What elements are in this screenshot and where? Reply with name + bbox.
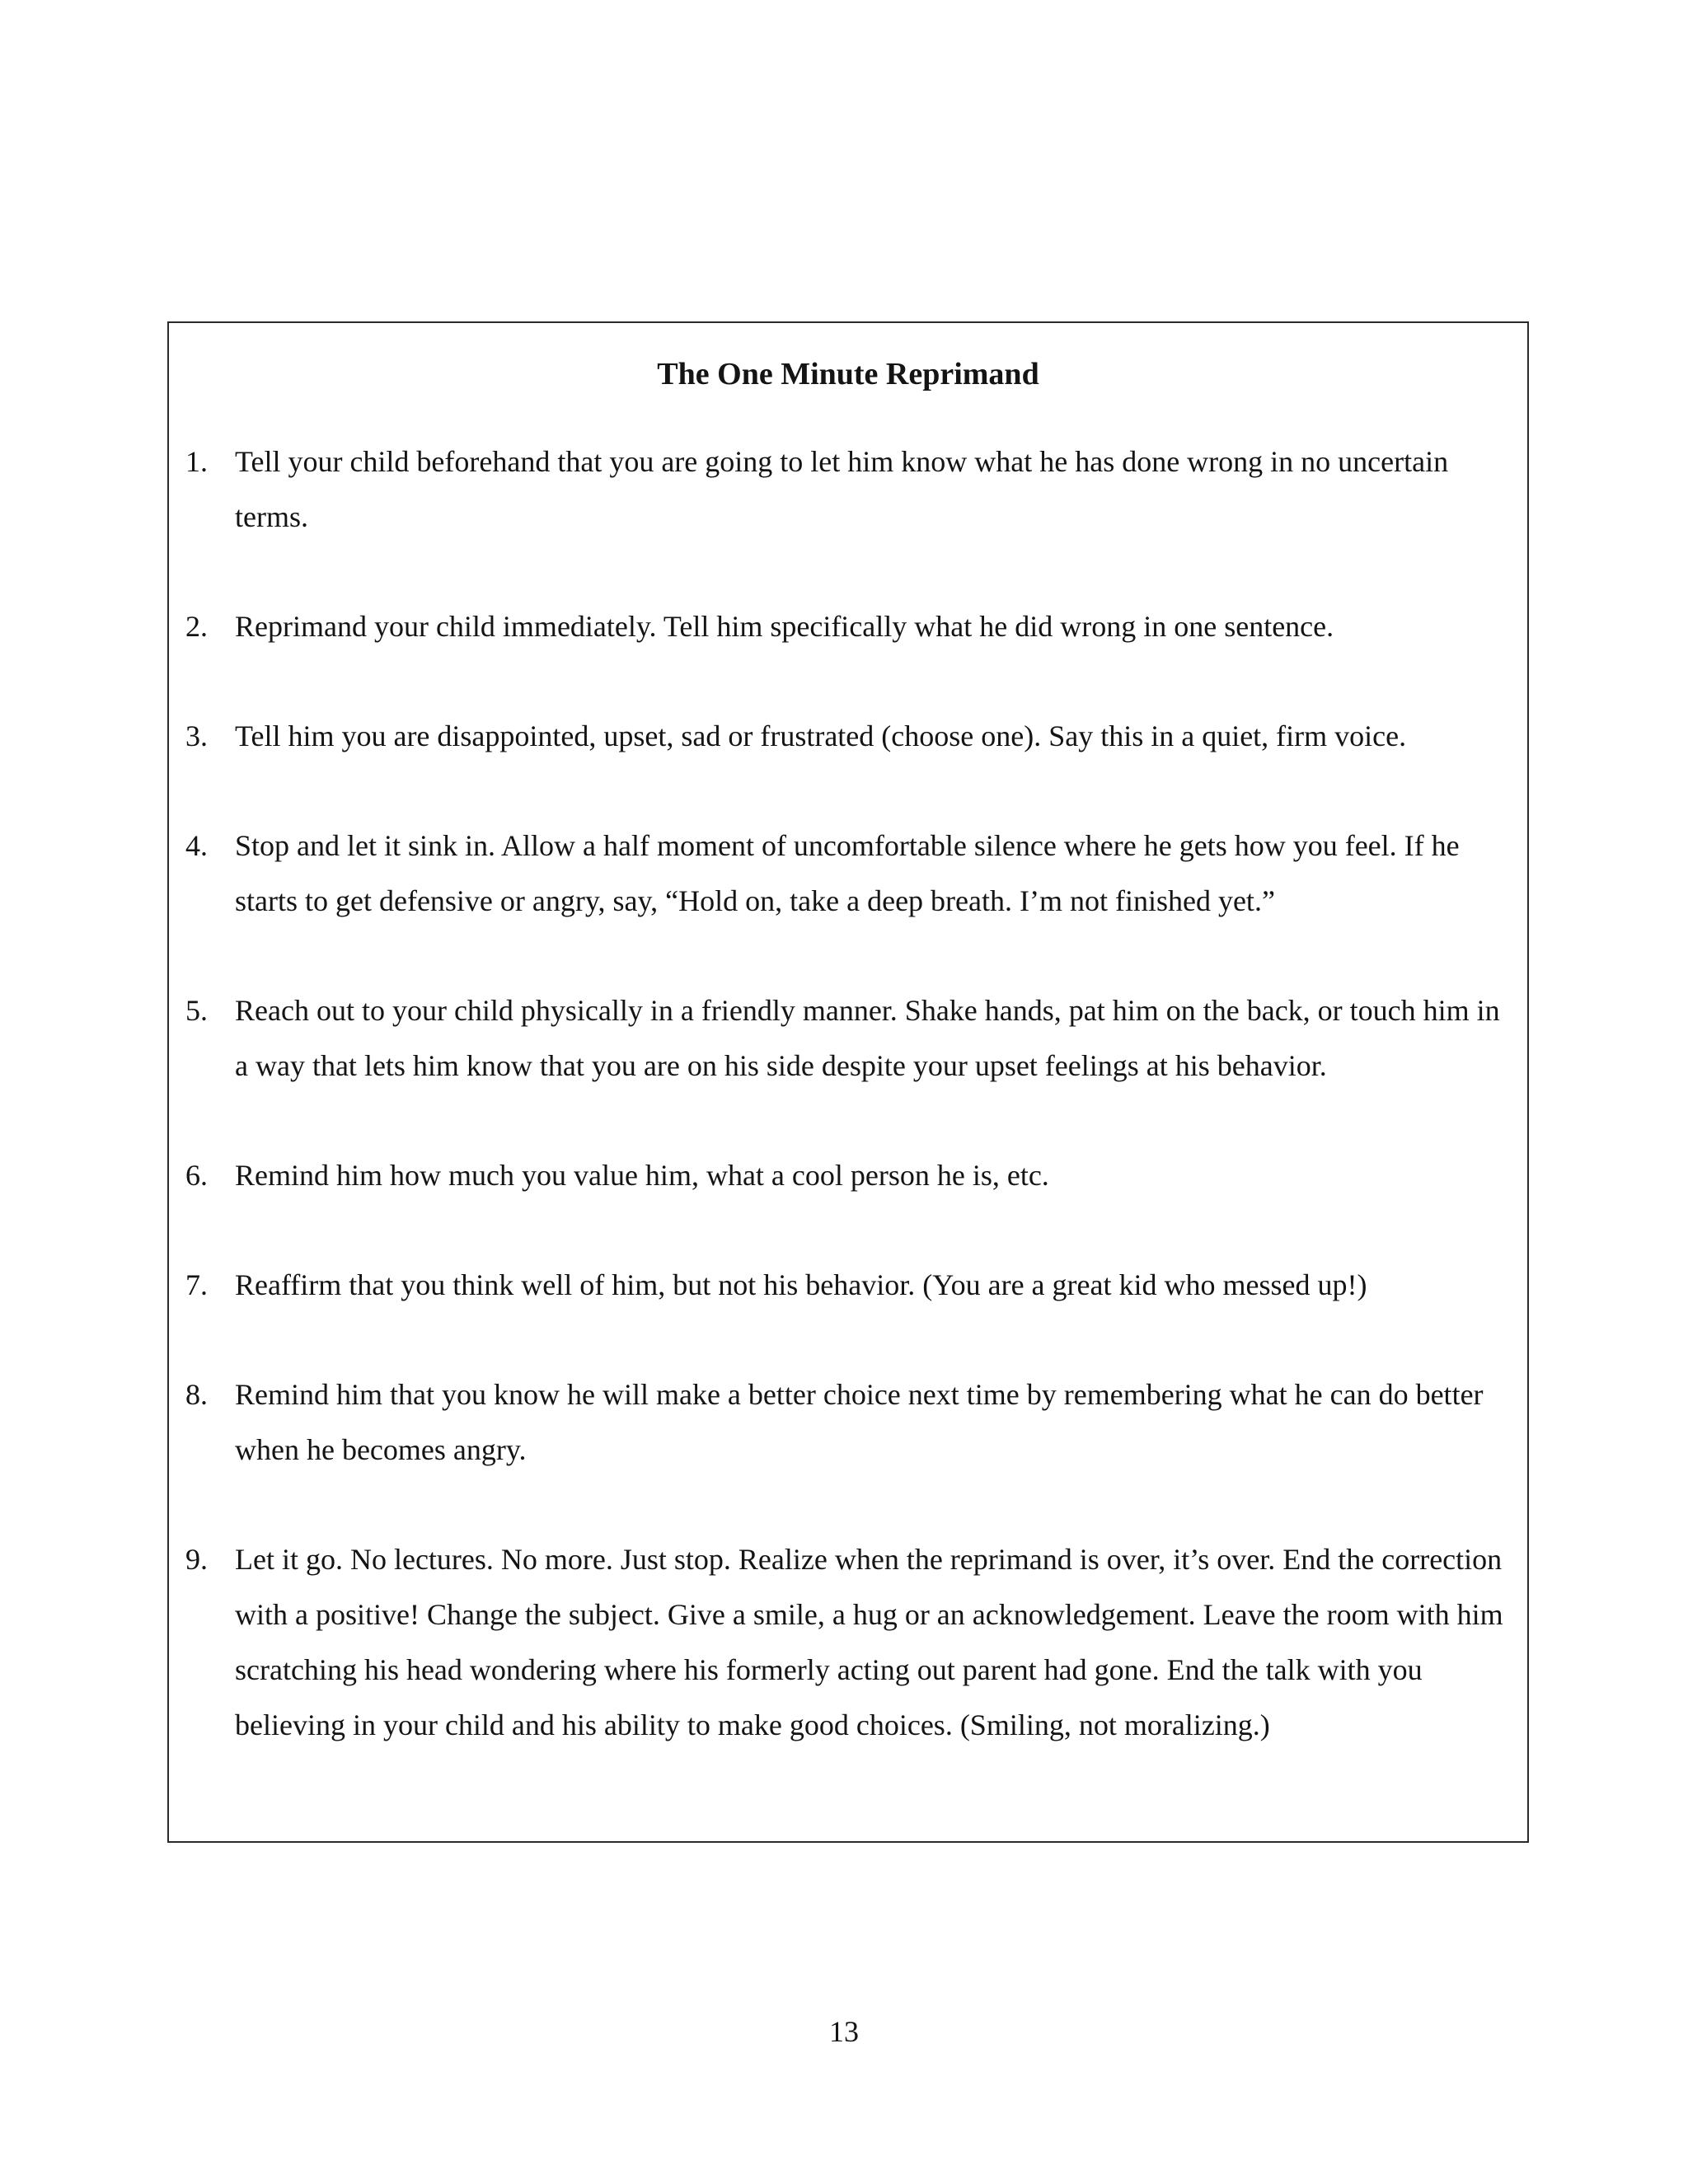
- page-number: 13: [829, 2015, 859, 2048]
- list-item-text: Remind him how much you value him, what a cool person he is, etc.: [235, 1159, 1049, 1192]
- list-item-number: 5.: [185, 994, 208, 1027]
- list-item-number: 8.: [185, 1378, 208, 1411]
- list-item-number: 9.: [185, 1543, 208, 1576]
- list-item-text: Reprimand your child immediately. Tell him specifically what he did wrong in one sentence.: [235, 610, 1334, 643]
- list-item-number: 7.: [185, 1268, 208, 1301]
- list-item-number: 2.: [185, 610, 208, 643]
- list-item-number: 6.: [185, 1159, 208, 1192]
- list-item-text: Reaffirm that you think well of him, but not his behavior. (You are a great kid who messed up!): [235, 1268, 1367, 1301]
- list-item-text: Stop and let it sink in. Allow a half moment of uncomfortable silence where he gets how you feel. If he starts to get defensive or angry, say, “Hold on, take a deep breath. I’m not finished yet.”: [235, 829, 1460, 917]
- list-item: [185, 983, 1512, 1094]
- reprimand-box: [167, 321, 1529, 1843]
- list-item: [185, 1258, 1512, 1313]
- list-item-number: 4.: [185, 829, 208, 862]
- list-item: [185, 1148, 1512, 1203]
- list-item-text: Reach out to your child physically in a friendly manner. Shake hands, pat him on the back, or touch him in a way that lets him know that you are on his side despite your upset feelings at his behavior.: [235, 994, 1500, 1082]
- box-title: The One Minute Reprimand: [657, 357, 1039, 391]
- list-item: [185, 709, 1512, 764]
- list-item: [185, 818, 1512, 929]
- list-item-text: Tell your child beforehand that you are going to let him know what he has done wrong in no uncertain terms.: [235, 445, 1449, 533]
- list-item-text: Remind him that you know he will make a better choice next time by remembering what he can do better when he becomes angry.: [235, 1378, 1484, 1466]
- list-item: [185, 1532, 1512, 1753]
- list-item-text: Tell him you are disappointed, upset, sad or frustrated (choose one). Say this in a quiet, firm voice.: [235, 719, 1407, 752]
- list-item-number: 1.: [185, 445, 208, 478]
- list-item: [185, 599, 1512, 654]
- list-item-text: Let it go. No lectures. No more. Just stop. Realize when the reprimand is over, it’s over. End the correction with a positive! Change the subject. Give a smile, a hug or an acknowledgement. Leave the room with him scratching his head wondering where his formerly acting out parent had gone. End the talk with you believing in your child and his ability to make good choices. (Smiling, not moralizing.): [235, 1543, 1503, 1741]
- list-item-number: 3.: [185, 719, 208, 752]
- list-item: [185, 1367, 1512, 1478]
- list-item: [185, 434, 1512, 545]
